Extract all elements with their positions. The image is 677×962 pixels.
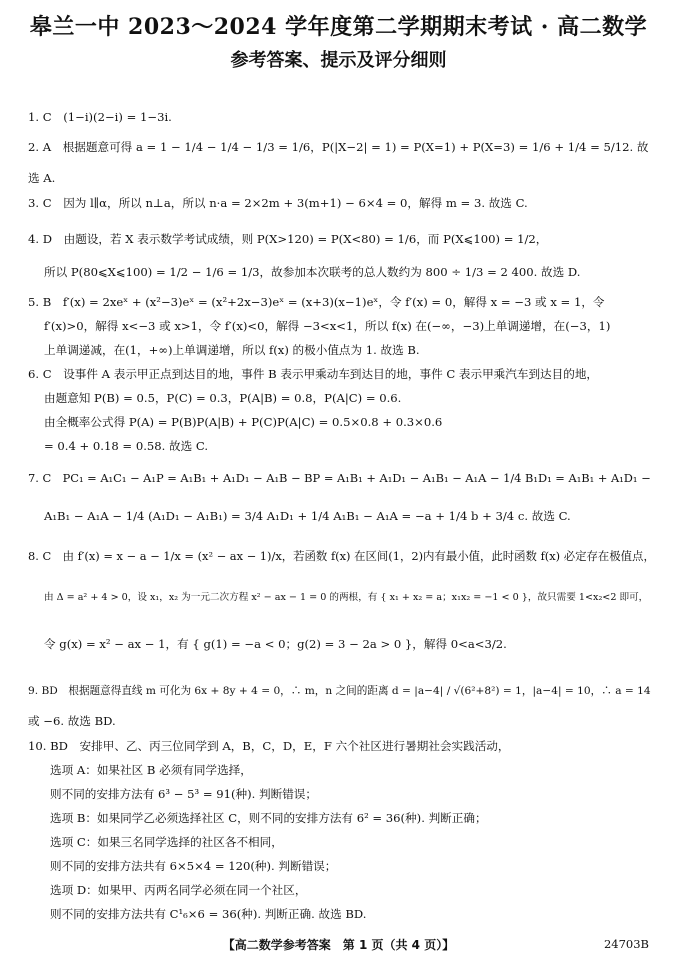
answer-line-q9-cont: 或 −6. 故选 BD. xyxy=(28,714,116,728)
document-code: 24703B xyxy=(603,937,649,951)
answer-line-q10-b: 选项 B：如果同学乙必须选择社区 C，则不同的安排方法有 6² = 36(种). 判断正确； xyxy=(50,811,487,825)
answer-line-q10-c: 选项 C：如果三名同学选择的社区各不相同， xyxy=(50,835,283,849)
answer-line-q3: 3. C 因为 l∥α，所以 n⊥a，所以 n·a = 2×2m + 3(m+1) − 6×4 = 0，解得 m = 3. 故选 C. xyxy=(28,196,528,210)
page-title: 皋兰一中 2023～2024 学年度第二学期期末考试 · 高二数学 xyxy=(29,14,648,40)
answer-line-q2: 2. A 根据题意可得 a = 1 − 1/4 − 1/4 − 1/3 = 1/6，P(|X−2| = 1) = P(X=1) + P(X=3) = 1/6 + 1/4 = 5/12. 故 xyxy=(28,140,649,154)
answer-line-q5-cont2: 上单调递减，在(1，+∞)上单调递增，所以 f(x) 的极小值点为 1. 故选 B. xyxy=(44,343,420,357)
answer-line-q10-a-result: 则不同的安排方法有 6³ − 5³ = 91(种). 判断错误； xyxy=(50,787,317,801)
answer-line-q2-cont: 选 A. xyxy=(28,171,56,185)
answer-line-q10-c-result: 则不同的安排方法共有 6×5×4 = 120(种). 判断错误； xyxy=(50,859,337,873)
answer-line-q4-cont: 所以 P(80⩽X⩽100) = 1/2 − 1/6 = 1/3，故参加本次联考的总人数约为 800 ÷ 1/3 = 2 400. 故选 D. xyxy=(44,265,581,279)
answer-line-q5-cont1: f′(x)>0，解得 x<−3 或 x>1，令 f′(x)<0，解得 −3<x<1，所以 f(x) 在(−∞，−3)上单调递增，在(−3，1) xyxy=(44,319,611,333)
answer-line-q10: 10. BD 安排甲、乙、丙三位同学到 A，B，C，D，E，F 六个社区进行暑期社会实践活动， xyxy=(28,739,510,753)
answer-line-q6-cont2: 由全概率公式得 P(A) = P(B)P(A|B) + P(C)P(A|C) = 0.5×0.8 + 0.3×0.6 xyxy=(44,415,443,429)
answer-line-q6-cont1: 由题意知 P(B) = 0.5，P(C) = 0.3，P(A|B) = 0.8，P(A|C) = 0.6. xyxy=(44,391,402,405)
answer-line-q8-cont1: 由 Δ = a² + 4 > 0，设 x₁，x₂ 为一元二次方程 x² − ax − 1 = 0 的两根，有 { x₁ + x₂ = a；x₁x₂ = −1 < 0 }，故只需要 1<x₂<2 即可， xyxy=(44,592,649,603)
answer-line-q8: 8. C 由 f′(x) = x − a − 1/x = (x² − ax − 1)/x，若函数 f(x) 在区间(1，2)内有最小值，此时函数 f(x) 必定存在极值点， xyxy=(28,549,655,563)
answer-line-q7-cont: A₁B₁ − A₁A − 1/4 (A₁D₁ − A₁B₁) = 3/4 A₁D₁ + 1/4 A₁B₁ − A₁A = −a + 1/4 b + 3/4 c. 故选 C. xyxy=(44,509,571,523)
answer-line-q7: 7. C PC₁ = A₁C₁ − A₁P = A₁B₁ + A₁D₁ − A₁B − BP = A₁B₁ + A₁D₁ − A₁B₁ − A₁A − 1/4 B₁D₁ = A₁B₁ + A₁D₁ − xyxy=(28,471,651,485)
page-subtitle: 参考答案、提示及评分细则 xyxy=(230,50,447,71)
answer-line-q4: 4. D 由题设，若 X 表示数学考试成绩，则 P(X>120) = P(X<80) = 1/6，而 P(X⩽100) = 1/2， xyxy=(28,232,548,246)
answer-line-q1: 1. C (1−i)(2−i) = 1−3i. xyxy=(28,110,172,124)
answer-line-q5: 5. B f′(x) = 2xeˣ + (x²−3)eˣ = (x²+2x−3)eˣ = (x+3)(x−1)eˣ，令 f′(x) = 0，解得 x = −3 或 x = 1，令 xyxy=(28,295,605,309)
page-footer-label: 【高二数学参考答案 第 1 页（共 4 页）】 xyxy=(222,938,455,952)
answer-line-q9: 9. BD 根据题意得直线 m 可化为 6x + 8y + 4 = 0，∴ m，n 之间的距离 d = |a−4| / √(6²+8²) = 1，|a−4| = 10，∴ a = 14 xyxy=(28,685,651,697)
answer-line-q10-d: 选项 D：如果甲、丙两名同学必须在同一个社区， xyxy=(50,883,307,897)
answer-line-q10-a: 选项 A：如果社区 B 必须有同学选择， xyxy=(50,763,252,777)
answer-line-q8-cont2: 令 g(x) = x² − ax − 1，有 { g(1) = −a < 0；g(2) = 3 − 2a > 0 }，解得 0<a<3/2. xyxy=(44,637,507,651)
answer-line-q6: 6. C 设事件 A 表示甲正点到达目的地，事件 B 表示甲乘动车到达目的地，事件 C 表示甲乘汽车到达目的地， xyxy=(28,367,599,381)
answer-line-q10-d-result: 则不同的安排方法共有 C¹₆×6 = 36(种). 判断正确. 故选 BD. xyxy=(50,907,367,921)
answer-line-q6-cont3: = 0.4 + 0.18 = 0.58. 故选 C. xyxy=(44,439,209,453)
